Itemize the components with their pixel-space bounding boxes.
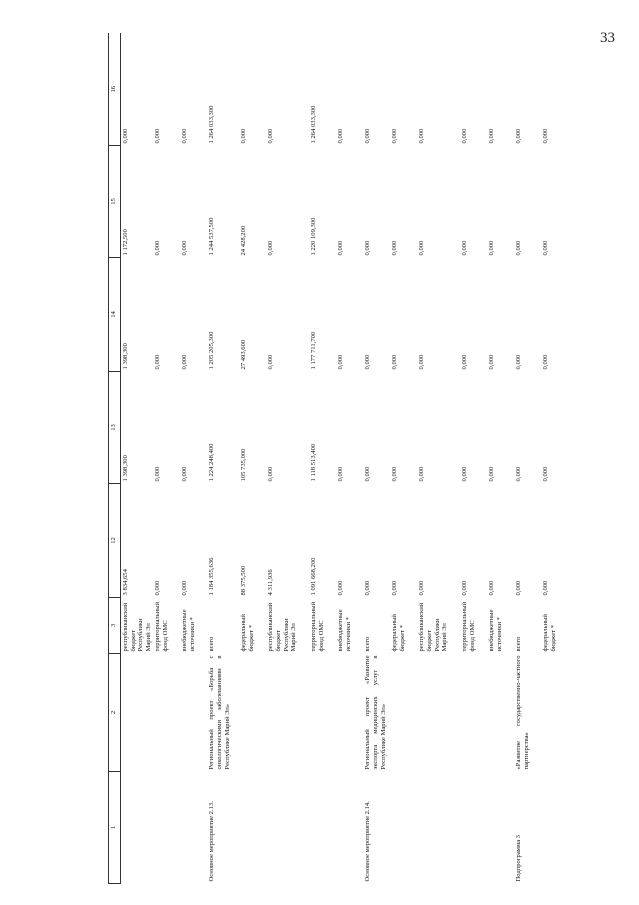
amount-cell: 0,000	[461, 354, 469, 370]
funding-source-cell: всего	[208, 636, 216, 652]
amount-cell: 0,000	[542, 580, 550, 596]
amount-cell: 0,000	[488, 128, 496, 144]
amount-cell: 0,000	[542, 128, 550, 144]
amount-cell: 1 177 711,700	[310, 331, 318, 370]
amount-cell: 1 220 109,300	[310, 217, 318, 256]
row-code-cell	[309, 772, 336, 884]
table-row	[266, 34, 309, 884]
row-code-cell	[266, 772, 309, 884]
row-code-cell	[239, 772, 266, 884]
amount-cell: 0,000	[418, 128, 426, 144]
amount-cell: 0,000	[337, 354, 345, 370]
amount-cell: 0,000	[391, 240, 399, 256]
funding-source-cell: всего	[364, 636, 372, 652]
amount-cell: 0,000	[488, 580, 496, 596]
amount-cell: 0,000	[488, 240, 496, 256]
amount-cell: 1 398,300	[122, 455, 129, 482]
column-number-row	[109, 34, 121, 884]
row-code-cell: Подпрограмма 3	[515, 835, 523, 882]
table-row	[309, 34, 336, 884]
amount-cell: 0,000	[461, 240, 469, 256]
row-name-cell	[180, 654, 207, 772]
row-code-cell	[417, 772, 460, 884]
funding-source-cell: территориальный фонд ОМС	[154, 601, 169, 652]
row-code-cell	[460, 772, 487, 884]
column-header: 12	[109, 484, 121, 598]
page-number: 33	[600, 30, 615, 46]
amount-cell: 0,000	[364, 354, 372, 370]
row-name-cell: Региональный проект «Борьба с онкологическими заболеваниями в Республике Марий Эл»	[208, 655, 231, 770]
table-row	[487, 34, 514, 884]
row-name-cell	[153, 654, 180, 772]
amount-cell: 1 172,500	[122, 229, 129, 256]
row-code-cell	[180, 772, 207, 884]
amount-cell: 0,000	[154, 466, 162, 482]
amount-cell: 0,000	[364, 580, 372, 596]
amount-cell: 0,000	[364, 240, 372, 256]
amount-cell: 1 091 668,200	[310, 557, 318, 596]
amount-cell: 0,000	[391, 466, 399, 482]
table-row	[417, 34, 460, 884]
amount-cell: 1 118 513,400	[310, 443, 318, 482]
amount-cell: 4 311,936	[267, 569, 275, 596]
amount-cell: 0,000	[240, 128, 248, 144]
row-code-cell: Основное мероприятие 2.13.	[208, 801, 216, 882]
row-name-cell	[336, 654, 363, 772]
amount-cell: 0,000	[418, 354, 426, 370]
row-name-cell	[239, 654, 266, 772]
funding-source-cell: республиканский бюджет Республики Марий Эл	[267, 602, 298, 652]
funding-source-cell: территориальный фонд ОМС	[461, 601, 476, 652]
amount-cell: 88 375,500	[240, 565, 248, 596]
amount-cell: 0,000	[391, 354, 399, 370]
amount-cell: 24 428,200	[240, 225, 248, 256]
funding-source-cell: внебюджетные источники *	[488, 609, 503, 652]
table-row	[180, 34, 207, 884]
amount-cell: 27 493,600	[240, 339, 248, 370]
table-row	[239, 34, 266, 884]
row-code-cell	[121, 772, 154, 884]
table-row	[153, 34, 180, 884]
row-name-cell	[460, 654, 487, 772]
amount-cell: 0,000	[488, 354, 496, 370]
row-name-cell	[309, 654, 336, 772]
table-row	[363, 34, 390, 884]
table-row	[207, 34, 239, 884]
table-row	[460, 34, 487, 884]
row-name-cell	[541, 654, 568, 772]
amount-cell: 0,000	[154, 580, 162, 596]
amount-cell: 0,000	[542, 466, 550, 482]
amount-cell: 0,000	[418, 580, 426, 596]
column-header: 2	[109, 654, 121, 772]
table-row	[514, 34, 541, 884]
amount-cell: 0,000	[461, 580, 469, 596]
column-header: 3	[109, 598, 121, 654]
table-row	[336, 34, 363, 884]
amount-cell: 0,000	[267, 128, 275, 144]
amount-cell: 1 205 205,300	[208, 331, 216, 370]
row-code-cell	[153, 772, 180, 884]
funding-source-cell: федеральный бюджет *	[240, 614, 255, 652]
amount-cell: 1 264 033,300	[208, 105, 216, 144]
amount-cell: 0,000	[391, 128, 399, 144]
funding-source-cell: внебюджетные источники *	[181, 609, 196, 652]
amount-cell: 0,000	[267, 240, 275, 256]
table-row	[121, 34, 154, 884]
amount-cell: 0,000	[337, 240, 345, 256]
amount-cell: 0,000	[154, 128, 162, 144]
amount-cell: 0,000	[364, 466, 372, 482]
column-header: 13	[109, 372, 121, 484]
amount-cell: 105 735,000	[240, 448, 248, 482]
amount-cell: 0,000	[461, 128, 469, 144]
funding-source-cell: внебюджетные источники *	[337, 609, 352, 652]
row-name-cell: Региональный проект «Развитие экспорта медицинских услуг в Республике Марий Эл»	[364, 655, 387, 770]
amount-cell: 0,000	[515, 466, 523, 482]
amount-cell: 0,000	[515, 580, 523, 596]
amount-cell: 0,000	[181, 580, 189, 596]
amount-cell: 0,000	[337, 580, 345, 596]
amount-cell: 0,000	[154, 240, 162, 256]
amount-cell: 0,000	[364, 128, 372, 144]
amount-cell: 0,000	[337, 466, 345, 482]
column-header: 1	[109, 772, 121, 884]
amount-cell: 0,000	[488, 466, 496, 482]
amount-cell: 0,000	[515, 240, 523, 256]
table-row	[541, 34, 568, 884]
row-name-cell	[417, 654, 460, 772]
amount-cell: 1 184 355,636	[208, 557, 216, 596]
amount-cell: 0,000	[542, 354, 550, 370]
row-code-cell	[487, 772, 514, 884]
amount-cell: 1 398,300	[122, 343, 129, 370]
amount-cell: 0,000	[154, 354, 162, 370]
amount-cell: 0,000	[461, 466, 469, 482]
row-name-cell	[121, 654, 154, 772]
funding-source-cell: федеральный бюджет *	[391, 614, 406, 652]
table-row	[390, 34, 417, 884]
funding-source-cell: республиканский бюджет Республики Марий Эл	[418, 602, 449, 652]
row-code-cell	[390, 772, 417, 884]
row-code-cell	[336, 772, 363, 884]
amount-cell: 1 244 537,500	[208, 217, 216, 256]
amount-cell: 0,000	[515, 128, 523, 144]
row-name-cell	[390, 654, 417, 772]
financing-table	[108, 34, 568, 885]
amount-cell: 0,000	[181, 354, 189, 370]
amount-cell: 0,000	[418, 240, 426, 256]
rotated-table-container	[108, 34, 603, 884]
amount-cell: 3 834,654	[122, 569, 129, 596]
funding-source-cell: территориальный фонд ОМС	[310, 601, 325, 652]
amount-cell: 0,000	[391, 580, 399, 596]
amount-cell: 0,000	[515, 354, 523, 370]
amount-cell: 1 224 248,400	[208, 443, 216, 482]
amount-cell: 0,000	[122, 128, 129, 144]
amount-cell: 0,000	[267, 354, 275, 370]
column-header: 15	[109, 146, 121, 258]
amount-cell: 0,000	[267, 466, 275, 482]
amount-cell: 1 264 033,300	[310, 105, 318, 144]
row-name-cell	[266, 654, 309, 772]
amount-cell: 0,000	[181, 128, 189, 144]
row-name-cell: «Развитие государственно-частного партнерства»	[515, 655, 530, 770]
amount-cell: 0,000	[542, 240, 550, 256]
row-code-cell: Основное мероприятие 2.14.	[364, 801, 372, 882]
funding-source-cell: всего	[515, 636, 523, 652]
row-code-cell	[541, 772, 568, 884]
amount-cell: 0,000	[418, 466, 426, 482]
column-header: 16	[109, 34, 121, 146]
amount-cell: 0,000	[181, 466, 189, 482]
amount-cell: 0,000	[181, 240, 189, 256]
amount-cell: 0,000	[337, 128, 345, 144]
row-name-cell	[487, 654, 514, 772]
funding-source-cell: республиканский бюджет Республики Марий Эл	[122, 602, 152, 652]
funding-source-cell: федеральный бюджет *	[542, 614, 557, 652]
column-header: 14	[109, 258, 121, 372]
